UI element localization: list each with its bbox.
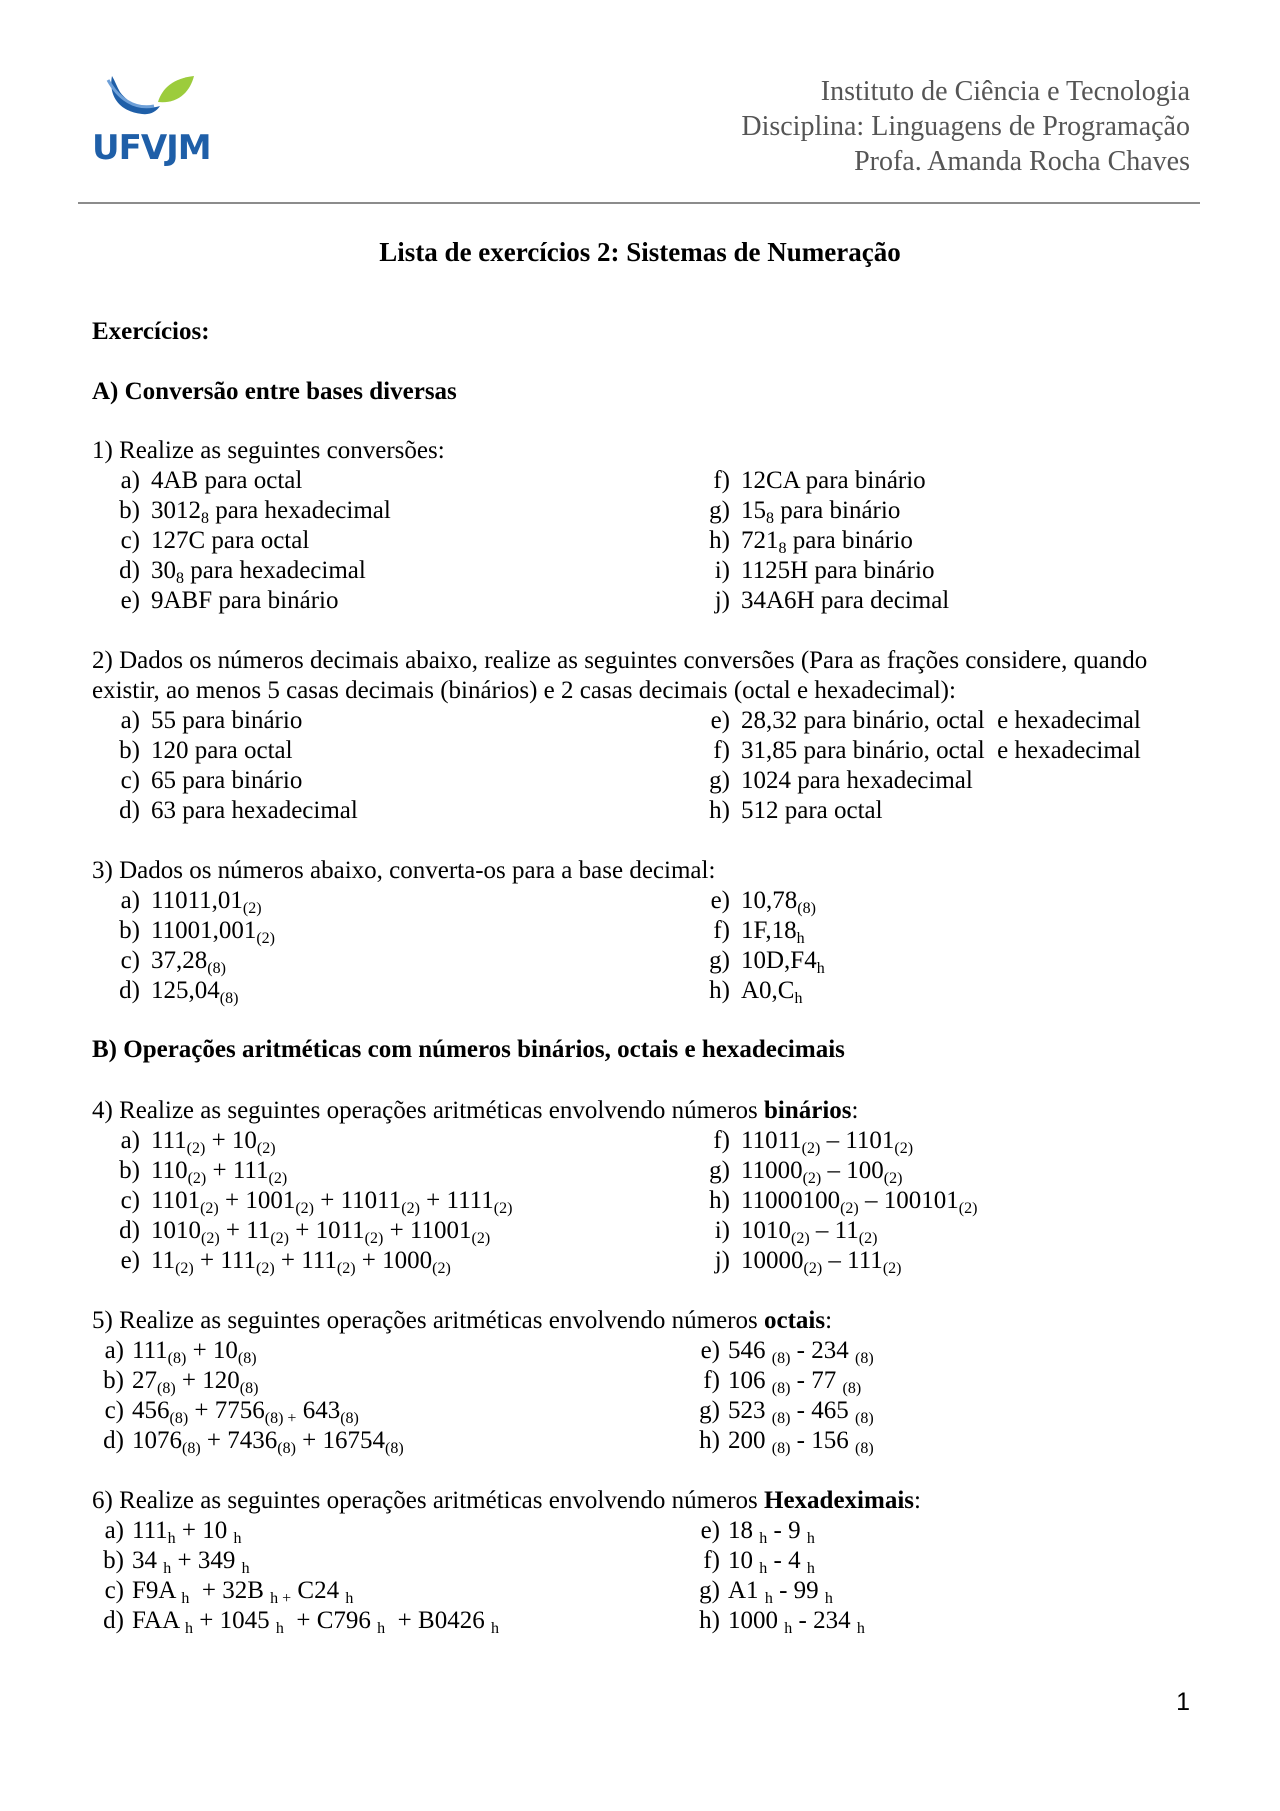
q1-item-text: $15_8$ para binário (741, 497, 901, 527)
q6-item (680, 1546, 815, 1576)
q2-item-label: c) (120, 767, 140, 794)
q2-item (690, 796, 883, 826)
q3-item-text: $10,78_{(8)}$ (741, 887, 816, 917)
q4-intro: 4) Realize as seguintes operações aritméticas envolvendo números binários: (92, 1097, 859, 1124)
q3-intro: 3) Dados os números abaixo, converta-os para a base decimal: (92, 857, 716, 884)
q1-item (690, 466, 926, 496)
q6-item-text: 34 $_h$ + 349 $_h$ (132, 1547, 250, 1577)
page-number: 1 (1176, 1688, 1190, 1716)
q6-item-label: f) (703, 1547, 720, 1574)
q1-item-text: 34A6H para decimal (741, 587, 950, 614)
q4-item-text: $1010_{(2)} - 11_{(2)}$ (741, 1217, 878, 1247)
q1-item-label: a) (120, 467, 140, 494)
q1-item-text: $3012_8$ para hexadecimal (151, 497, 391, 527)
q4-item-text: $111_{(2)} + 10_{(2)}$ (151, 1127, 276, 1157)
q3-item-label: g) (709, 947, 730, 974)
q1-item-label: c) (120, 527, 140, 554)
q3-item-text: $1F,18_h$ (741, 917, 805, 947)
q1-item (690, 556, 934, 586)
q5-item-label: b) (103, 1367, 124, 1394)
q1-item-text: 4AB para octal (151, 467, 303, 494)
q6-item (680, 1606, 865, 1636)
q4-item (690, 1186, 977, 1216)
q5-item-label: c) (104, 1397, 124, 1424)
q5-item (680, 1366, 861, 1396)
q4-item-text: $11000100_{(2)} - 100101_{(2)}$ (741, 1187, 978, 1217)
q6-item-label: h) (699, 1607, 720, 1634)
q5-item-label: g) (699, 1397, 720, 1424)
q5-item (680, 1396, 874, 1426)
q4-item (100, 1126, 276, 1156)
q3-item-label: b) (119, 917, 140, 944)
q2-item-text: 512 para octal (741, 797, 883, 824)
q2-item-text: 1024 para hexadecimal (741, 767, 973, 794)
q2-item-label: b) (119, 737, 140, 764)
q5-item-text: 200 $_{(8)}$ - 156 $_{(8)}$ (728, 1427, 874, 1457)
q6-item (84, 1516, 242, 1546)
q4-item (690, 1156, 902, 1186)
q6-item (84, 1606, 499, 1636)
logo-leaf-icon (90, 72, 220, 132)
q4-item-text: $110_{(2)} + 111_{(2)}$ (151, 1157, 288, 1187)
q4-item-label: g) (709, 1157, 730, 1184)
q2-item (100, 766, 302, 796)
q5-item (680, 1336, 874, 1366)
q2-item-text: 120 para octal (151, 737, 293, 764)
q2-item-label: d) (119, 797, 140, 824)
q2-item-label: f) (713, 737, 730, 764)
q4-item-text: $11011_{(2)} - 1101_{(2)}$ (741, 1127, 914, 1157)
q4-item-label: e) (120, 1247, 140, 1274)
q6-intro: 6) Realize as seguintes operações aritméticas envolvendo números Hexadeximais: (92, 1487, 921, 1514)
q2-item (100, 796, 358, 826)
logo-text: UFVJM (92, 128, 211, 168)
q1-item (100, 586, 338, 616)
q1-intro: 1) Realize as seguintes conversões: (92, 437, 445, 464)
q3-item-label: f) (713, 917, 730, 944)
q5-intro: 5) Realize as seguintes operações aritméticas envolvendo números octais: (92, 1307, 833, 1334)
q1-item-text: 9ABF para binário (151, 587, 339, 614)
q4-item (100, 1186, 512, 1216)
q1-item (100, 466, 302, 496)
q2-item (690, 766, 973, 796)
q4-item-label: b) (119, 1157, 140, 1184)
q1-item-label: j) (714, 587, 730, 614)
q2-item-text: 31,85 para binário, octal e hexadecimal (741, 737, 1141, 764)
q4-item (100, 1246, 451, 1276)
q2-item-text: 63 para hexadecimal (151, 797, 358, 824)
q1-item (100, 556, 366, 586)
q5-item-text: $456_{(8)} + 7756_{(8) +}$ $643_{(8)}$ (132, 1397, 359, 1427)
q5-item (84, 1426, 404, 1456)
q4-item-label: c) (120, 1187, 140, 1214)
q4-item-label: a) (120, 1127, 140, 1154)
q3-item-text: $37,28_{(8)}$ (151, 947, 226, 977)
q1-item-text: $721_8$ para binário (741, 527, 913, 557)
q6-item-text: 10 $_h$ - 4 $_h$ (728, 1547, 815, 1577)
q4-item (100, 1156, 287, 1186)
q1-item-text: 1125H para binário (741, 557, 935, 584)
q5-item-text: $1076_{(8)} + 7436_{(8)} + 16754_{(8)}$ (132, 1427, 404, 1457)
q4-item-label: f) (713, 1127, 730, 1154)
q4-item-label: j) (714, 1247, 730, 1274)
q4-item (690, 1246, 901, 1276)
q2-item-label: a) (120, 707, 140, 734)
q3-item-text: $11011,01_{(2)}$ (151, 887, 262, 917)
q2-item-label: h) (709, 797, 730, 824)
q5-item-label: e) (700, 1337, 720, 1364)
discipline-name: Disciplina: Linguagens de Programação (741, 111, 1190, 142)
q5-item (84, 1366, 258, 1396)
q6-item-label: g) (699, 1577, 720, 1604)
q3-item-text: $11001,001_{(2)}$ (151, 917, 275, 947)
q4-item-text: $11_{(2)} + 111_{(2)} + 111_{(2)} + 1000_{(2)}$ (151, 1247, 451, 1277)
professor-name: Profa. Amanda Rocha Chaves (854, 146, 1190, 177)
q5-item-text: 106 $_{(8)}$ - 77 $_{(8)}$ (728, 1367, 862, 1397)
q6-item-text: F9A $_h$ + 32B $_{h +}$ C24 $_h$ (132, 1577, 354, 1607)
q6-item (84, 1576, 353, 1606)
q4-item-text: $1101_{(2)} + 1001_{(2)} + 11011_{(2)} + 1111_{(2)}$ (151, 1187, 513, 1217)
q5-item-label: h) (699, 1427, 720, 1454)
q5-item (84, 1336, 257, 1366)
q1-item (100, 526, 309, 556)
q3-item-label: e) (710, 887, 730, 914)
q5-item-text: 546 $_{(8)}$ - 234 $_{(8)}$ (728, 1337, 874, 1367)
header-divider (78, 202, 1200, 204)
q1-item (690, 526, 913, 556)
q2-item-text: 65 para binário (151, 767, 303, 794)
q4-item-text: $1010_{(2)} + 11_{(2)} + 1011_{(2)} + 11001_{(2)}$ (151, 1217, 491, 1247)
q3-item (690, 886, 816, 916)
q1-item (690, 496, 900, 526)
q3-item-label: h) (709, 977, 730, 1004)
q2-item-label: g) (709, 767, 730, 794)
q1-item-label: i) (714, 557, 730, 584)
q1-item-text: 12CA para binário (741, 467, 926, 494)
q6-item-label: d) (103, 1607, 124, 1634)
q1-item-label: h) (709, 527, 730, 554)
q6-item-text: A1 $_h$ - 99 $_h$ (728, 1577, 833, 1607)
q5-item (680, 1426, 874, 1456)
q2-item-text: 55 para binário (151, 707, 303, 734)
q4-item-label: i) (714, 1217, 730, 1244)
q5-item-text: $111_{(8)} + 10_{(8)}$ (132, 1337, 257, 1367)
q1-item-label: g) (709, 497, 730, 524)
section-a-heading: A) Conversão entre bases diversas (92, 378, 457, 405)
q1-item-label: e) (120, 587, 140, 614)
q6-item-text: $111_h + 10$ $_h$ (132, 1517, 242, 1547)
q5-item (84, 1396, 359, 1426)
q5-item-text: 523 $_{(8)}$ - 465 $_{(8)}$ (728, 1397, 874, 1427)
q6-item-text: 1000 $_h$ - 234 $_h$ (728, 1607, 865, 1637)
q1-item (100, 496, 391, 526)
q3-item-text: $10D,F4_h$ (741, 947, 825, 977)
q1-item-text: $30_8$ para hexadecimal (151, 557, 366, 587)
q3-item (690, 976, 802, 1006)
q3-item (100, 916, 275, 946)
q4-item-text: $11000_{(2)} - 100_{(2)}$ (741, 1157, 903, 1187)
q3-item (690, 946, 825, 976)
q4-item (100, 1216, 490, 1246)
q1-item-label: b) (119, 497, 140, 524)
q6-item-label: b) (103, 1547, 124, 1574)
q6-item-text: FAA $_h$ + 1045 $_h$ + C796 $_h$ + B0426 $_h$ (132, 1607, 499, 1637)
q3-item-label: d) (119, 977, 140, 1004)
q4-item-text: $10000_{(2)} - 111_{(2)}$ (741, 1247, 902, 1277)
q6-item-label: e) (700, 1517, 720, 1544)
q5-item-label: f) (703, 1367, 720, 1394)
q6-item-label: c) (104, 1577, 124, 1604)
exercises-label: Exercícios: (92, 318, 210, 345)
q1-item-label: f) (713, 467, 730, 494)
q3-item-text: $A0,C_h$ (741, 977, 803, 1007)
document-title: Lista de exercícios 2: Sistemas de Numeração (379, 237, 901, 267)
ufvjm-logo (90, 72, 220, 172)
q3-item (100, 946, 226, 976)
q2-item (100, 706, 302, 736)
header-info (741, 74, 1190, 179)
q3-item-text: $125,04_{(8)}$ (151, 977, 239, 1007)
q3-item (100, 886, 262, 916)
q6-item-label: a) (104, 1517, 124, 1544)
q2-item-label: e) (710, 707, 730, 734)
q4-item (690, 1216, 877, 1246)
section-b-heading: B) Operações aritméticas com números binários, octais e hexadecimais (92, 1036, 845, 1063)
q6-item (84, 1546, 250, 1576)
q5-item-label: a) (104, 1337, 124, 1364)
q6-item-text: 18 $_h$ - 9 $_h$ (728, 1517, 815, 1547)
q5-item-text: $27_{(8)} + 120_{(8)}$ (132, 1367, 259, 1397)
q4-item (690, 1126, 913, 1156)
q3-item (100, 976, 238, 1006)
q3-item-label: c) (120, 947, 140, 974)
q6-item (680, 1576, 833, 1606)
q2-item (690, 736, 1141, 766)
q1-item-label: d) (119, 557, 140, 584)
institute-name: Instituto de Ciência e Tecnologia (820, 76, 1190, 107)
q5-item-label: d) (103, 1427, 124, 1454)
q3-item (690, 916, 805, 946)
q1-item-text: 127C para octal (151, 527, 310, 554)
q2-item-text: 28,32 para binário, octal e hexadecimal (741, 707, 1141, 734)
q1-item (690, 586, 949, 616)
q2-intro: 2) Dados os números decimais abaixo, realize as seguintes conversões (Para as frações considere, quando existir, ao menos 5 casas decimais (binários) e 2 casas decimais (octal e hexadecimal): (92, 647, 1148, 704)
q2-item (100, 736, 293, 766)
q6-item (680, 1516, 815, 1546)
q4-item-label: h) (709, 1187, 730, 1214)
q3-item-label: a) (120, 887, 140, 914)
q2-item (690, 706, 1141, 736)
q4-item-label: d) (119, 1217, 140, 1244)
